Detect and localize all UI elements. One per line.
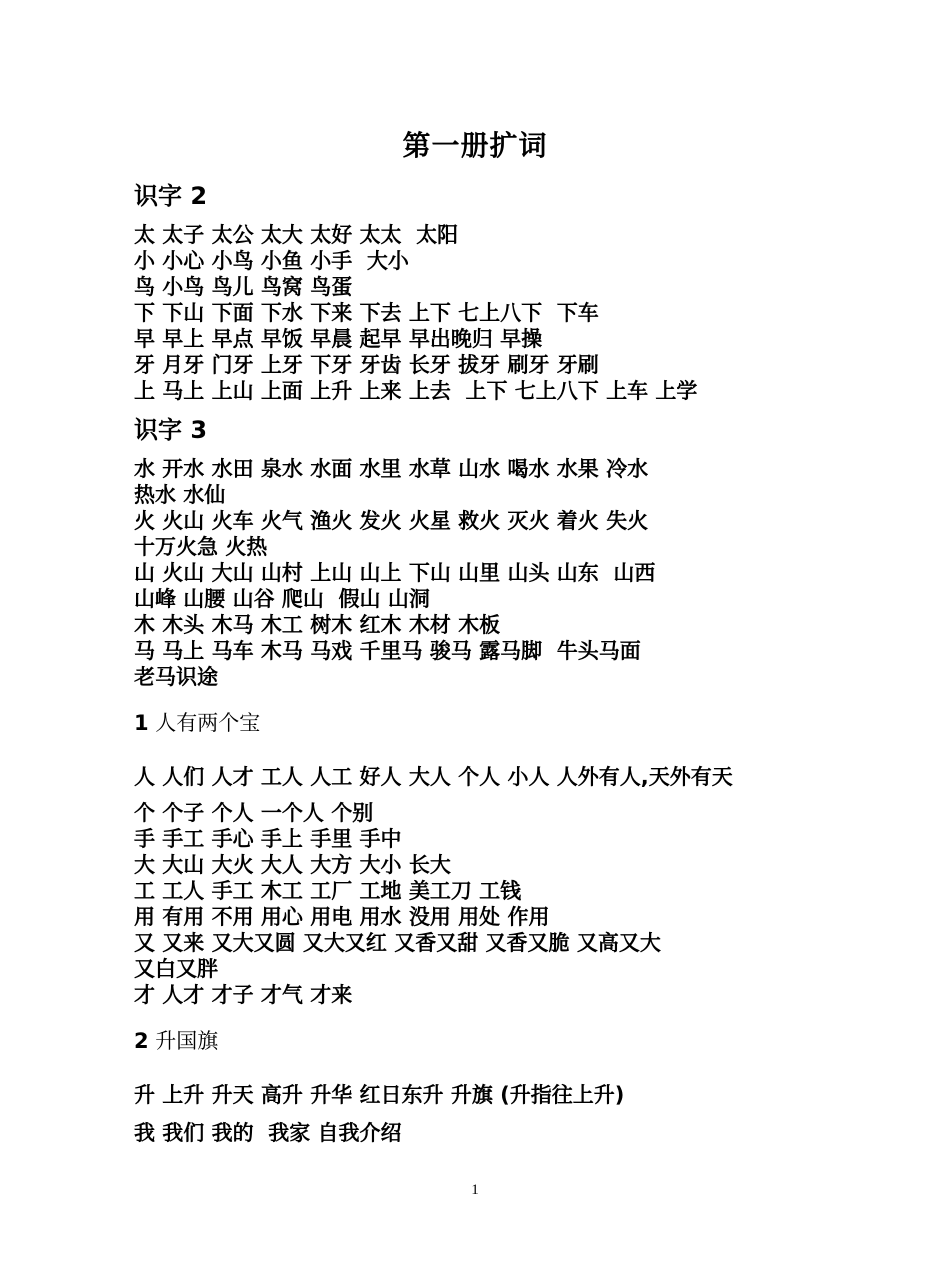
word-line: 山 火山 大山 山村 上山 山上 下山 山里 山头 山东 山西: [134, 561, 656, 585]
section-heading-shizi-2: 识字 2: [134, 182, 208, 210]
word-line: 山峰 山腰 山谷 爬山 假山 山洞: [134, 587, 430, 611]
document-content: [134, 176, 834, 1148]
word-line: 牙 月牙 门牙 上牙 下牙 牙齿 长牙 拔牙 刷牙 牙刷: [134, 353, 599, 377]
word-line: 马 马上 马车 木马 马戏 千里马 骏马 露马脚 牛头马面: [134, 639, 641, 663]
lesson-title: 升国旗: [148, 1029, 219, 1053]
word-line: 木 木头 木马 木工 树木 红木 木材 木板: [134, 613, 501, 637]
word-line: 才 人才 才子 才气 才来: [134, 983, 353, 1007]
word-line: 手 手工 手心 手上 手里 手中: [134, 827, 402, 851]
lesson-title: 人有两个宝: [148, 711, 261, 735]
word-list-shizi-3: [134, 456, 834, 690]
word-line: 十万火急 火热: [134, 535, 268, 559]
word-line: 人 人们 人才 工人 人工 好人 大人 个人 小人 人外有人,天外有天: [134, 765, 733, 789]
word-line: 用 有用 不用 用心 用电 用水 没用 用处 作用: [134, 905, 550, 929]
word-list-shizi-2: [134, 222, 834, 404]
word-line: 热水 水仙: [134, 483, 226, 507]
lesson-number: 2: [134, 1029, 149, 1053]
word-line: 下 下山 下面 下水 下来 下去 上下 七上八下 下车: [134, 301, 599, 325]
section-heading-shizi-3: 识字 3: [134, 416, 208, 444]
word-line: 大 大山 大火 大人 大方 大小 长大: [134, 853, 451, 877]
word-line: 又 又来 又大又圆 又大又红 又香又甜 又香又脆 又高又大: [134, 931, 661, 955]
word-line: 上 马上 上山 上面 上升 上来 上去 上下 七上八下 上车 上学: [134, 379, 698, 403]
word-line: 又白又胖: [134, 957, 218, 981]
lesson-heading-2: [134, 1026, 834, 1056]
lesson-number: 1: [134, 711, 149, 735]
word-list-lesson-1: [134, 800, 834, 1008]
word-line: 鸟 小鸟 鸟儿 鸟窝 鸟蛋: [134, 275, 353, 299]
page-number: 1: [471, 1182, 479, 1198]
word-line: 个 个子 个人 一个人 个别: [134, 801, 374, 825]
word-line: 升 上升 升天 高升 升华 红日东升 升旗 (升指往上升): [134, 1083, 625, 1107]
document-title: 第一册扩词: [402, 129, 548, 162]
word-line: 太 太子 太公 太大 太好 太太 太阳: [134, 223, 459, 247]
word-line: 火 火山 火车 火气 渔火 发火 火星 救火 灭火 着火 失火: [134, 509, 649, 533]
word-line: 工 工人 手工 木工 工厂 工地 美工刀 工钱: [134, 879, 522, 903]
word-line: 早 早上 早点 早饭 早晨 起早 早出晚归 早操: [134, 327, 543, 351]
word-line: 水 开水 水田 泉水 水面 水里 水草 山水 喝水 水果 冷水: [134, 457, 649, 481]
word-line: 我 我们 我的 我家 自我介绍: [134, 1121, 402, 1145]
lesson-heading-1: [134, 708, 834, 738]
word-line: 老马识途: [134, 665, 218, 689]
word-line: 小 小心 小鸟 小鱼 小手 大小: [134, 249, 409, 273]
